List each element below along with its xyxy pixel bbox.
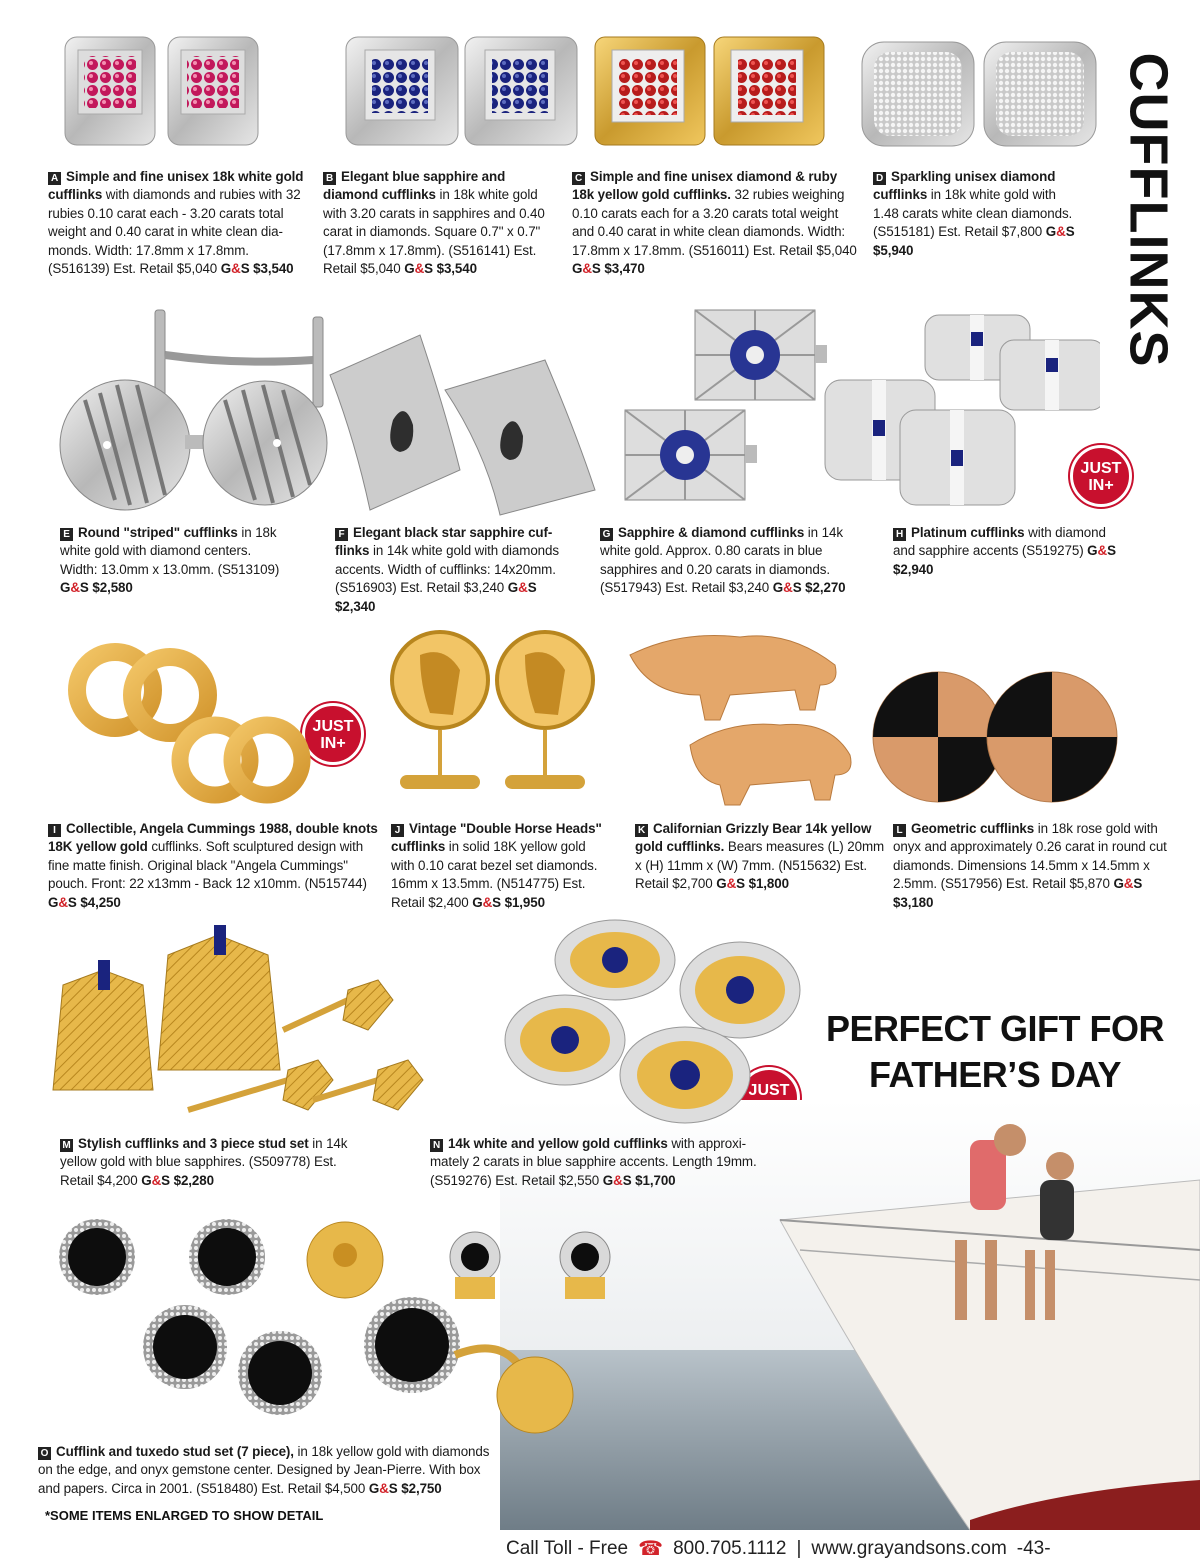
caption-i <box>48 820 378 912</box>
item-price: $5,940 <box>873 242 914 258</box>
item-title: Californian Grizzly Bear 14k yellow gold cufflinks. <box>635 821 872 855</box>
gs-label: G&S $2,340 <box>335 580 537 614</box>
product-image-h <box>820 310 1100 510</box>
item-letter: F <box>335 528 348 541</box>
item-letter: I <box>48 824 61 837</box>
gs-label: G&S $3,540 <box>220 261 294 277</box>
caption-h <box>893 524 1123 579</box>
item-title: Simple and fine unisex 18k white gold cufflinks <box>48 169 304 203</box>
item-description: with approxi-mately 2 carats in blue sapphire accents. Length 19mm. (S519276) Est. Retail $2,550 <box>430 1136 757 1188</box>
caption-f <box>335 524 580 616</box>
item-title: Platinum cufflinks <box>911 525 1025 540</box>
product-image-j <box>385 625 595 815</box>
item-description: Bears measures (L) 20mm x (H) 11mm x (W) 7mm. (N515632) Est. Retail $2,700 <box>635 839 885 892</box>
caption-o <box>38 1443 498 1498</box>
gs-label: G&S $5,940 <box>873 224 1075 258</box>
item-description: with diamond and sapphire accents (S519275) <box>893 525 1106 559</box>
just-in-badge: JUST <box>738 1067 800 1129</box>
item-description: 32 rubies weighing 0.10 carats each for a 3.20 carats total weight and 0.40 carat in white clean diamonds. Width: 17.8mm x 17.8mm. (S516011) Est. Retail $5,040 <box>572 187 857 258</box>
gs-label: G&S $1,700 <box>602 1172 676 1188</box>
caption-c <box>572 168 857 278</box>
item-title: Vintage "Double Horse Heads" cufflinks <box>391 821 602 855</box>
item-price: $1,800 <box>748 876 789 892</box>
product-image-e <box>45 305 335 515</box>
item-price: $2,270 <box>805 580 846 596</box>
item-title: Stylish cufflinks and 3 piece stud set <box>78 1136 309 1151</box>
item-title: Sapphire & diamond cufflinks <box>618 525 805 540</box>
product-image-d <box>860 38 1110 150</box>
caption-g <box>600 524 850 598</box>
phone-icon: ☎ <box>638 1538 664 1558</box>
gs-label: G&S $2,280 <box>141 1172 214 1188</box>
item-description: in 18k yellow gold with diamonds on the edge, and onyx gemstone center. Designed by Jean-Pierre. With box and papers. Circa in 2001. (S518480) Est. Retail $4,500 <box>38 1444 490 1496</box>
item-letter: C <box>572 172 585 185</box>
separator: | <box>796 1537 802 1558</box>
item-letter: B <box>323 172 336 185</box>
gs-label: G&S $3,470 <box>572 261 645 277</box>
item-letter: L <box>893 824 906 837</box>
item-title: Elegant black star sapphire cuf-flinks <box>335 525 553 559</box>
gs-label: G&S $3,540 <box>404 261 477 277</box>
item-letter: O <box>38 1447 51 1460</box>
just-in-badge: JUST IN+ <box>302 703 364 765</box>
website-link[interactable]: www.grayandsons.com <box>811 1537 1007 1558</box>
item-description: with diamonds and rubies with 32 rubies 0.10 carat each - 3.20 carats total weight and 0.40 carat in white clean dia-monds. Width: 17.8mm x 17.8mm. (S516139) Est. Retail $5,040 <box>48 187 301 277</box>
item-letter: A <box>48 172 61 185</box>
fathers-day-banner: PERFECT GIFT FOR FATHER’S DAY <box>826 1008 1164 1095</box>
item-letter: D <box>873 172 886 185</box>
caption-e <box>60 524 285 598</box>
product-image-f <box>325 330 605 520</box>
phone-number[interactable]: 800.705.1112 <box>673 1537 787 1558</box>
item-description: cufflinks. Soft sculptured design with fine matte finish. Original black "Angela Cummings" pouch. Front: 22 x13mm - Back 12 x10mm. (N515744) <box>48 839 367 892</box>
caption-k <box>635 820 885 894</box>
product-image-l <box>870 665 1120 810</box>
item-title: Sparkling unisex diamond cufflinks <box>873 169 1056 203</box>
product-image-k <box>620 625 860 810</box>
item-letter: J <box>391 824 404 837</box>
item-letter: K <box>635 824 648 837</box>
caption-d <box>873 168 1083 260</box>
page-number: -43- <box>1016 1537 1051 1558</box>
gs-label: G&S $2,940 <box>893 543 1116 577</box>
item-letter: G <box>600 528 613 541</box>
item-price: $1,950 <box>504 894 545 910</box>
item-title: Cufflink and tuxedo stud set (7 piece), <box>56 1444 294 1459</box>
item-price: $3,540 <box>253 261 294 277</box>
caption-j <box>391 820 606 912</box>
gs-label: G&S $2,580 <box>60 580 133 596</box>
item-title: Elegant blue sapphire and diamond cufflinks <box>323 169 506 203</box>
gs-label: G&S $3,180 <box>893 876 1143 910</box>
product-image-c <box>592 32 832 152</box>
item-letter: E <box>60 528 73 541</box>
item-price: $4,250 <box>80 894 121 910</box>
product-image-b <box>343 32 583 152</box>
product-image-o <box>55 1215 640 1440</box>
item-description: in solid 18K yellow gold with 0.10 carat bezel set diamonds. 16mm x 13.5mm. (N514775) Est. Retail $2,400 <box>391 839 598 910</box>
caption-m <box>60 1135 350 1190</box>
caption-b <box>323 168 548 278</box>
item-price: $3,180 <box>893 894 934 910</box>
product-image-n <box>495 915 805 1130</box>
footer-contact <box>506 1536 1051 1558</box>
caption-n <box>430 1135 760 1190</box>
item-description: in 18k rose gold with onyx and approximately 0.26 carat in round cut diamonds. Dimensions 14.5mm x 14.5mm x 2.5mm. (S517956) Est. Retail $5,870 <box>893 821 1167 892</box>
item-price: $2,580 <box>92 580 133 596</box>
item-description: in 18k white gold with diamond centers. Width: 13.0mm x 13.0mm. (S513109) <box>60 525 280 577</box>
product-image-a <box>60 32 260 152</box>
gs-label: G&S $2,270 <box>772 580 846 596</box>
item-letter: M <box>60 1139 73 1152</box>
just-in-badge: JUST IN+ <box>1070 445 1132 507</box>
item-title: Collectible, Angela Cummings 1988, double knots 18K yellow gold <box>48 821 378 855</box>
item-title: Geometric cufflinks <box>911 821 1035 836</box>
item-letter: N <box>430 1139 443 1152</box>
item-letter: H <box>893 528 906 541</box>
item-title: 14k white and yellow gold cufflinks <box>448 1136 668 1151</box>
product-image-m <box>48 920 428 1130</box>
item-price: $3,540 <box>436 261 477 277</box>
item-price: $2,280 <box>173 1172 214 1188</box>
item-price: $2,750 <box>401 1480 442 1496</box>
item-description: in 14k yellow gold with blue sapphires. (S509778) Est. Retail $4,200 <box>60 1136 348 1188</box>
item-description: in 18k white gold with 3.20 carats in sapphires and 0.40 carat in diamonds. Square 0.7" x 0.7" (17.8mm x 17.8mm). (S516141) Est. Retail $5,040 <box>323 187 545 277</box>
gs-label: G&S $1,800 <box>716 876 789 892</box>
section-title: CUFFLINKS <box>1118 52 1178 368</box>
item-description: in 18k white gold with 1.48 carats white clean diamonds. (S515181) Est. Retail $7,800 <box>873 187 1073 240</box>
item-price: $1,700 <box>635 1172 676 1188</box>
item-price: $2,940 <box>893 561 934 577</box>
product-image-i <box>55 640 315 810</box>
caption-a <box>48 168 313 278</box>
item-price: $3,470 <box>604 261 645 277</box>
item-title: Round "striped" cufflinks <box>78 525 238 540</box>
item-price: $2,340 <box>335 598 376 614</box>
item-title: Simple and fine unisex diamond & ruby 18k yellow gold cufflinks. <box>572 169 838 203</box>
call-label: Call Toll - Free <box>506 1537 629 1558</box>
item-description: in 14k white gold with diamonds accents. Width of cufflinks: 14x20mm. (S516903) Est. Retail $3,240 <box>335 543 559 596</box>
gs-label: G&S $2,750 <box>368 1480 442 1496</box>
enlarged-note: *SOME ITEMS ENLARGED TO SHOW DETAIL <box>45 1508 324 1523</box>
gs-label: G&S $1,950 <box>472 894 545 910</box>
caption-l <box>893 820 1171 912</box>
item-description: in 14k white gold. Approx. 0.80 carats in blue sapphires and 0.20 carats in diamonds. (S517943) Est. Retail $3,240 <box>600 525 843 596</box>
product-image-g <box>620 305 840 505</box>
gs-label: G&S $4,250 <box>48 894 121 910</box>
